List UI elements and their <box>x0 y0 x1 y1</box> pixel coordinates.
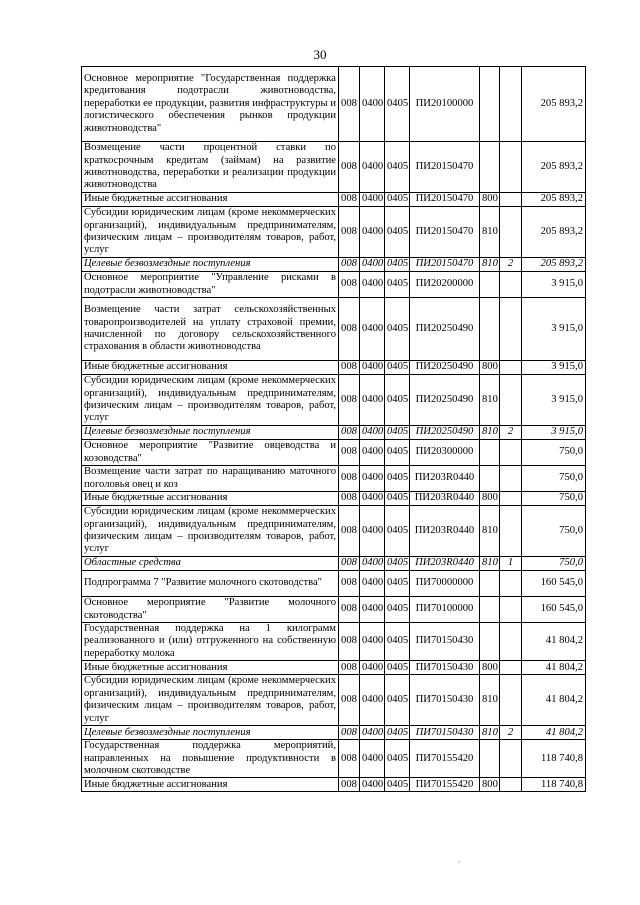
row-name: Основное мероприятие "Управление рисками в подотрасли животноводства" <box>82 272 339 298</box>
row-source-code <box>500 506 522 557</box>
row-target-code: ПИ20100000 <box>410 67 480 142</box>
table-row <box>82 675 586 726</box>
row-subsection-code: 0405 <box>385 207 410 258</box>
table-row <box>82 440 586 466</box>
row-name: Возмещение части процентной ставки по краткосрочным кредитам (займам) на развитие животноводства, переработки и реализации продукции животноводства <box>82 142 339 193</box>
row-section-code: 0400 <box>360 740 385 778</box>
row-expense-type: 800 <box>480 778 500 792</box>
row-source-code <box>500 67 522 142</box>
row-ministry-code: 008 <box>339 492 360 506</box>
row-name: Целевые безвозмездные поступления <box>82 426 339 440</box>
row-source-code <box>500 440 522 466</box>
row-target-code: ПИ20250490 <box>410 426 480 440</box>
row-subsection-code: 0405 <box>385 740 410 778</box>
row-target-code: ПИ70100000 <box>410 597 480 623</box>
row-section-code: 0400 <box>360 492 385 506</box>
row-name: Возмещение части затрат по наращиванию маточного поголовья овец и коз <box>82 466 339 492</box>
row-expense-type <box>480 571 500 597</box>
table-row <box>82 298 586 361</box>
row-name: Субсидии юридическим лицам (кроме некоммерческих организаций), индивидуальным предпринимателям, физическим лицам – производителям товаров, работ, услуг <box>82 375 339 426</box>
row-subsection-code: 0405 <box>385 258 410 272</box>
row-name: Целевые безвозмездные поступления <box>82 258 339 272</box>
row-source-code <box>500 571 522 597</box>
row-source-code: 1 <box>500 557 522 571</box>
row-source-code: 2 <box>500 726 522 740</box>
row-expense-type <box>480 298 500 361</box>
row-target-code: ПИ203R0440 <box>410 466 480 492</box>
row-target-code: ПИ70000000 <box>410 571 480 597</box>
row-section-code: 0400 <box>360 375 385 426</box>
row-amount: 750,0 <box>522 466 586 492</box>
row-section-code: 0400 <box>360 67 385 142</box>
row-subsection-code: 0405 <box>385 426 410 440</box>
table-row <box>82 740 586 778</box>
row-section-code: 0400 <box>360 675 385 726</box>
row-ministry-code: 008 <box>339 675 360 726</box>
row-target-code: ПИ203R0440 <box>410 506 480 557</box>
row-amount: 205 893,2 <box>522 193 586 207</box>
table-row <box>82 258 586 272</box>
table-row <box>82 492 586 506</box>
row-name: Субсидии юридическим лицам (кроме некоммерческих организаций), индивидуальным предпринимателям, физическим лицам – производителям товаров, работ, услуг <box>82 207 339 258</box>
row-amount: 41 804,2 <box>522 726 586 740</box>
table-row <box>82 778 586 792</box>
row-amount: 160 545,0 <box>522 571 586 597</box>
row-subsection-code: 0405 <box>385 142 410 193</box>
row-name: Иные бюджетные ассигнования <box>82 193 339 207</box>
row-subsection-code: 0405 <box>385 193 410 207</box>
table-row <box>82 623 586 661</box>
row-source-code <box>500 361 522 375</box>
row-subsection-code: 0405 <box>385 466 410 492</box>
row-amount: 750,0 <box>522 557 586 571</box>
row-source-code: 2 <box>500 258 522 272</box>
row-source-code: 2 <box>500 426 522 440</box>
row-ministry-code: 008 <box>339 272 360 298</box>
row-name: Иные бюджетные ассигнования <box>82 778 339 792</box>
row-name: Основное мероприятие "Государственная поддержка кредитования подотрасли животноводства, переработки ее продукции, развития инфраструктуры и логистического обеспечения рынков продукции животноводства" <box>82 67 339 142</box>
table-row <box>82 361 586 375</box>
row-expense-type <box>480 142 500 193</box>
row-subsection-code: 0405 <box>385 726 410 740</box>
row-section-code: 0400 <box>360 778 385 792</box>
row-subsection-code: 0405 <box>385 440 410 466</box>
row-section-code: 0400 <box>360 298 385 361</box>
row-expense-type: 810 <box>480 258 500 272</box>
row-target-code: ПИ20250490 <box>410 298 480 361</box>
row-source-code <box>500 675 522 726</box>
row-source-code <box>500 193 522 207</box>
row-ministry-code: 008 <box>339 571 360 597</box>
row-expense-type: 810 <box>480 557 500 571</box>
row-section-code: 0400 <box>360 726 385 740</box>
row-target-code: ПИ20250490 <box>410 375 480 426</box>
row-section-code: 0400 <box>360 571 385 597</box>
table-row <box>82 67 586 142</box>
row-section-code: 0400 <box>360 426 385 440</box>
row-subsection-code: 0405 <box>385 361 410 375</box>
row-source-code <box>500 597 522 623</box>
row-ministry-code: 008 <box>339 361 360 375</box>
row-section-code: 0400 <box>360 142 385 193</box>
budget-table <box>81 66 586 792</box>
row-ministry-code: 008 <box>339 426 360 440</box>
row-name: Иные бюджетные ассигнования <box>82 661 339 675</box>
row-amount: 750,0 <box>522 440 586 466</box>
row-subsection-code: 0405 <box>385 67 410 142</box>
row-target-code: ПИ20150470 <box>410 193 480 207</box>
row-expense-type: 800 <box>480 193 500 207</box>
row-ministry-code: 008 <box>339 67 360 142</box>
row-section-code: 0400 <box>360 207 385 258</box>
row-subsection-code: 0405 <box>385 661 410 675</box>
row-amount: 750,0 <box>522 492 586 506</box>
row-amount: 3 915,0 <box>522 375 586 426</box>
row-section-code: 0400 <box>360 557 385 571</box>
row-target-code: ПИ203R0440 <box>410 492 480 506</box>
page-number: 30 <box>313 47 327 62</box>
row-target-code: ПИ20300000 <box>410 440 480 466</box>
row-name: Областные средства <box>82 557 339 571</box>
table-row <box>82 597 586 623</box>
row-target-code: ПИ70150430 <box>410 661 480 675</box>
row-section-code: 0400 <box>360 466 385 492</box>
row-source-code <box>500 298 522 361</box>
row-source-code <box>500 207 522 258</box>
row-ministry-code: 008 <box>339 726 360 740</box>
row-section-code: 0400 <box>360 258 385 272</box>
row-source-code <box>500 740 522 778</box>
row-expense-type <box>480 67 500 142</box>
row-name: Субсидии юридическим лицам (кроме некоммерческих организаций), индивидуальным предпринимателям, физическим лицам – производителям товаров, работ, услуг <box>82 506 339 557</box>
row-expense-type <box>480 440 500 466</box>
table-row <box>82 661 586 675</box>
table-row <box>82 426 586 440</box>
row-name: Субсидии юридическим лицам (кроме некоммерческих организаций), индивидуальным предпринимателям, физическим лицам – производителям товаров, работ, услуг <box>82 675 339 726</box>
row-expense-type: 810 <box>480 726 500 740</box>
row-source-code <box>500 492 522 506</box>
table-row <box>82 726 586 740</box>
row-expense-type <box>480 466 500 492</box>
row-ministry-code: 008 <box>339 661 360 675</box>
row-expense-type <box>480 740 500 778</box>
row-amount: 160 545,0 <box>522 597 586 623</box>
row-ministry-code: 008 <box>339 597 360 623</box>
row-target-code: ПИ70150430 <box>410 675 480 726</box>
row-source-code <box>500 466 522 492</box>
row-name: Иные бюджетные ассигнования <box>82 361 339 375</box>
row-amount: 3 915,0 <box>522 361 586 375</box>
row-ministry-code: 008 <box>339 506 360 557</box>
row-subsection-code: 0405 <box>385 778 410 792</box>
row-amount: 205 893,2 <box>522 258 586 272</box>
row-section-code: 0400 <box>360 272 385 298</box>
table-row <box>82 571 586 597</box>
row-subsection-code: 0405 <box>385 623 410 661</box>
row-name: Иные бюджетные ассигнования <box>82 492 339 506</box>
row-section-code: 0400 <box>360 597 385 623</box>
row-amount: 205 893,2 <box>522 67 586 142</box>
row-ministry-code: 008 <box>339 740 360 778</box>
row-expense-type: 810 <box>480 426 500 440</box>
row-section-code: 0400 <box>360 440 385 466</box>
row-ministry-code: 008 <box>339 142 360 193</box>
row-subsection-code: 0405 <box>385 492 410 506</box>
row-amount: 41 804,2 <box>522 623 586 661</box>
row-ministry-code: 008 <box>339 557 360 571</box>
row-expense-type: 810 <box>480 375 500 426</box>
table-row <box>82 466 586 492</box>
row-amount: 41 804,2 <box>522 675 586 726</box>
row-target-code: ПИ20150470 <box>410 142 480 193</box>
row-ministry-code: 008 <box>339 778 360 792</box>
row-subsection-code: 0405 <box>385 375 410 426</box>
row-source-code <box>500 778 522 792</box>
table-row <box>82 272 586 298</box>
row-name: Основное мероприятие "Развитие молочного скотоводства" <box>82 597 339 623</box>
row-amount: 41 804,2 <box>522 661 586 675</box>
table-row <box>82 506 586 557</box>
row-expense-type <box>480 597 500 623</box>
row-section-code: 0400 <box>360 661 385 675</box>
row-target-code: ПИ70150430 <box>410 726 480 740</box>
row-ministry-code: 008 <box>339 623 360 661</box>
row-expense-type: 800 <box>480 661 500 675</box>
row-name: Подпрограмма 7 "Развитие молочного скотоводства" <box>82 571 339 597</box>
row-target-code: ПИ20200000 <box>410 272 480 298</box>
row-amount: 750,0 <box>522 506 586 557</box>
row-expense-type: 800 <box>480 361 500 375</box>
row-section-code: 0400 <box>360 361 385 375</box>
row-source-code <box>500 661 522 675</box>
row-ministry-code: 008 <box>339 440 360 466</box>
row-source-code <box>500 142 522 193</box>
row-subsection-code: 0405 <box>385 571 410 597</box>
row-subsection-code: 0405 <box>385 272 410 298</box>
row-ministry-code: 008 <box>339 298 360 361</box>
row-section-code: 0400 <box>360 506 385 557</box>
row-target-code: ПИ70155420 <box>410 778 480 792</box>
row-target-code: ПИ20250490 <box>410 361 480 375</box>
row-expense-type <box>480 623 500 661</box>
row-ministry-code: 008 <box>339 207 360 258</box>
row-amount: 205 893,2 <box>522 142 586 193</box>
table-row <box>82 142 586 193</box>
row-subsection-code: 0405 <box>385 557 410 571</box>
row-amount: 3 915,0 <box>522 272 586 298</box>
row-expense-type: 810 <box>480 675 500 726</box>
row-amount: 3 915,0 <box>522 298 586 361</box>
row-subsection-code: 0405 <box>385 675 410 726</box>
scan-dot: · <box>458 858 461 867</box>
table-row <box>82 375 586 426</box>
row-target-code: ПИ20150470 <box>410 258 480 272</box>
row-ministry-code: 008 <box>339 466 360 492</box>
row-name: Целевые безвозмездные поступления <box>82 726 339 740</box>
row-source-code <box>500 272 522 298</box>
table-row <box>82 193 586 207</box>
table-row <box>82 207 586 258</box>
row-expense-type <box>480 272 500 298</box>
row-target-code: ПИ70150430 <box>410 623 480 661</box>
row-target-code: ПИ70155420 <box>410 740 480 778</box>
row-subsection-code: 0405 <box>385 506 410 557</box>
table-row <box>82 557 586 571</box>
row-source-code <box>500 375 522 426</box>
row-expense-type: 810 <box>480 207 500 258</box>
row-expense-type: 800 <box>480 492 500 506</box>
row-subsection-code: 0405 <box>385 597 410 623</box>
row-name: Возмещение части затрат сельскохозяйственных товаропроизводителей на уплату страховой премии, начисленной по договору сельскохозяйственного страхования в области животноводства <box>82 298 339 361</box>
row-name: Государственная поддержка на 1 килограмм реализованного и (или) отгруженного на собственную переработку молока <box>82 623 339 661</box>
row-amount: 118 740,8 <box>522 778 586 792</box>
row-amount: 118 740,8 <box>522 740 586 778</box>
row-subsection-code: 0405 <box>385 298 410 361</box>
row-source-code <box>500 623 522 661</box>
row-ministry-code: 008 <box>339 193 360 207</box>
budget-table-body <box>82 67 586 792</box>
row-ministry-code: 008 <box>339 258 360 272</box>
row-ministry-code: 008 <box>339 375 360 426</box>
row-section-code: 0400 <box>360 193 385 207</box>
row-target-code: ПИ20150470 <box>410 207 480 258</box>
row-name: Основное мероприятие "Развитие овцеводства и козоводства" <box>82 440 339 466</box>
row-expense-type: 810 <box>480 506 500 557</box>
row-amount: 3 915,0 <box>522 426 586 440</box>
row-name: Государственная поддержка мероприятий, направленных на повышение продуктивности в молочном скотоводстве <box>82 740 339 778</box>
row-amount: 205 893,2 <box>522 207 586 258</box>
row-section-code: 0400 <box>360 623 385 661</box>
row-target-code: ПИ203R0440 <box>410 557 480 571</box>
